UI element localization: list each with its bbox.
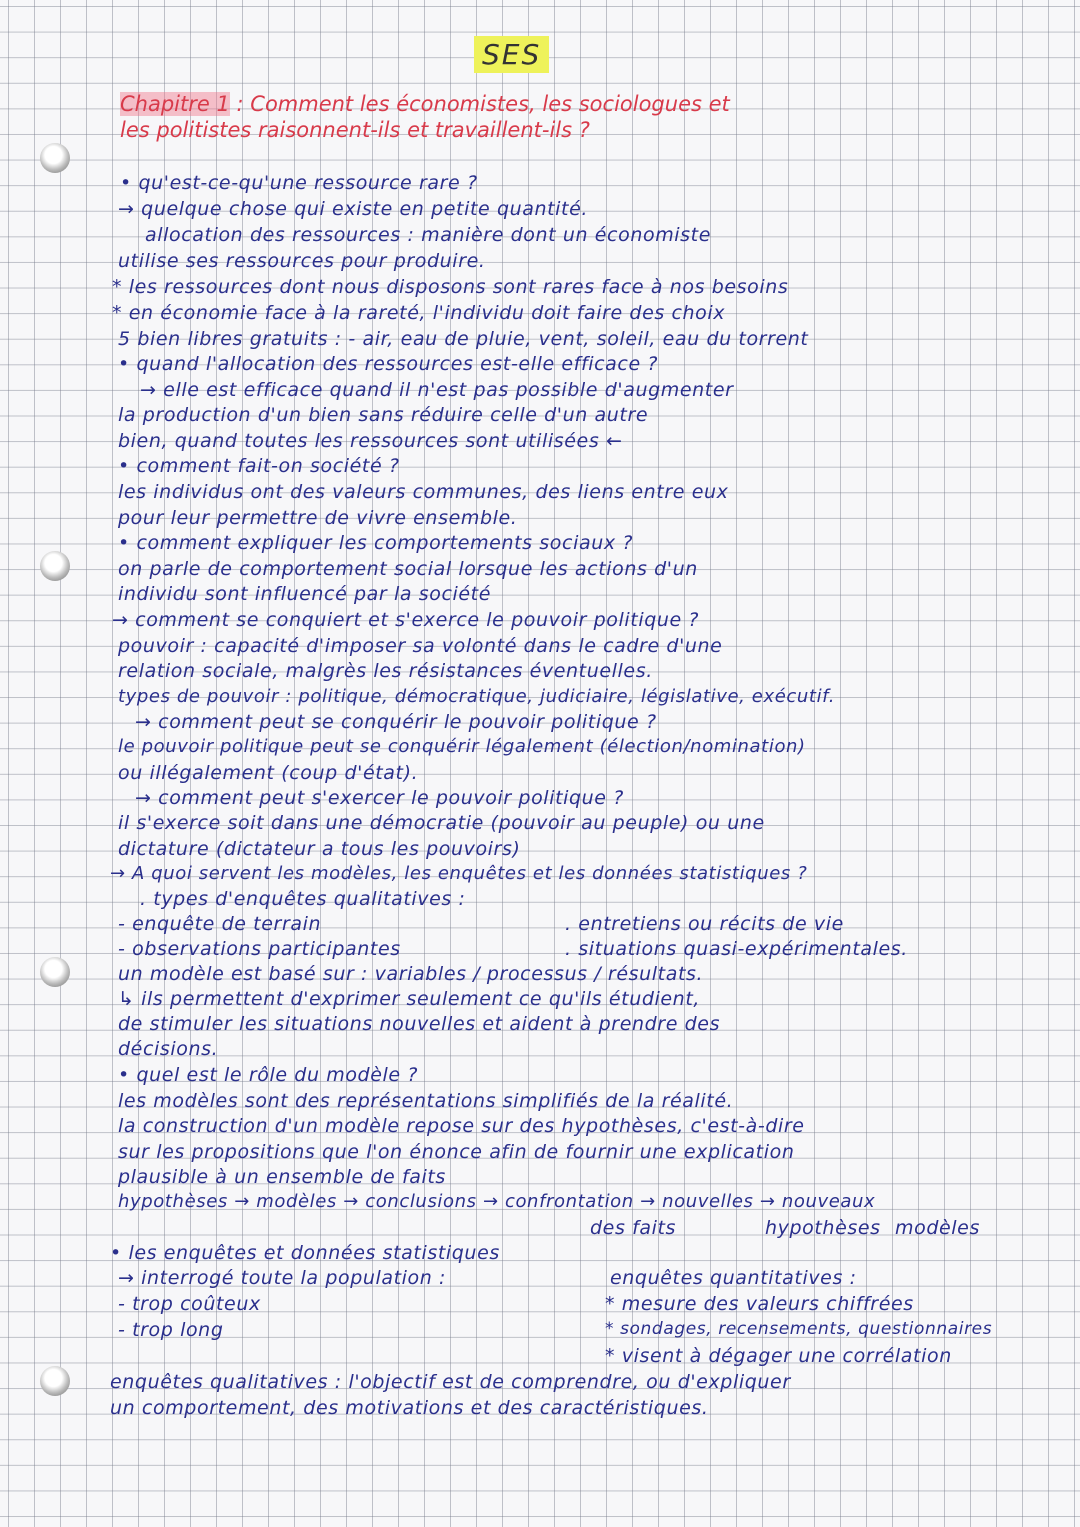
note-line: de stimuler les situations nouvelles et aident à prendre des [118, 1013, 721, 1035]
chapter-heading [120, 92, 730, 116]
note-line: relation sociale, malgrès les résistances éventuelles. [118, 660, 653, 682]
note-line: utilise ses ressources pour produire. [118, 250, 486, 272]
note-line: → elle est efficace quand il n'est pas possible d'augmenter [140, 379, 734, 401]
note-line: ou illégalement (coup d'état). [118, 762, 419, 784]
note-line: → quelque chose qui existe en petite quantité. [118, 198, 589, 220]
note-line: les individus ont des valeurs communes, des liens entre eux [118, 481, 729, 503]
note-line: décisions. [118, 1038, 219, 1060]
note-line: plausible à un ensemble de faits [118, 1166, 446, 1188]
note-line: . entretiens ou récits de vie [565, 913, 844, 935]
note-line: enquêtes quantitatives : [610, 1267, 857, 1289]
note-line: 5 bien libres gratuits : - air, eau de pluie, vent, soleil, eau du torrent [118, 328, 809, 350]
note-line: hypothèses → modèles → conclusions → confrontation → nouvelles → nouveaux [118, 1191, 876, 1212]
note-line: - trop long [118, 1319, 224, 1341]
chapter-title-line2: les politistes raisonnent-ils et travaillent-ils ? [120, 118, 590, 142]
binder-hole [40, 1366, 70, 1396]
note-line: → A quoi servent les modèles, les enquêtes et les données statistiques ? [110, 863, 808, 884]
note-line: des faits [590, 1217, 677, 1239]
note-line: pouvoir : capacité d'imposer sa volonté dans le cadre d'une [118, 635, 723, 657]
chapter-label: Chapitre 1 [120, 92, 230, 116]
note-line: les modèles sont des représentations simplifiés de la réalité. [118, 1090, 734, 1112]
note-line: → comment peut se conquérir le pouvoir politique ? [135, 711, 657, 733]
note-line: la construction d'un modèle repose sur des hypothèses, c'est-à-dire [118, 1115, 805, 1137]
note-line: . types d'enquêtes qualitatives : [140, 888, 466, 910]
note-line: la production d'un bien sans réduire celle d'un autre [118, 404, 649, 426]
note-line: → interrogé toute la population : [118, 1267, 447, 1289]
note-line: → comment se conquiert et s'exerce le pouvoir politique ? [112, 609, 700, 631]
note-line: * en économie face à la rareté, l'individu doit faire des choix [112, 302, 726, 324]
note-line: . situations quasi-expérimentales. [565, 938, 908, 960]
note-line: un modèle est basé sur : variables / processus / résultats. [118, 963, 704, 985]
note-line: • comment expliquer les comportements sociaux ? [118, 532, 634, 554]
note-line: allocation des ressources : manière dont un économiste [145, 224, 712, 246]
note-line: un comportement, des motivations et des caractéristiques. [110, 1397, 709, 1419]
note-line: * mesure des valeurs chiffrées [605, 1293, 914, 1315]
note-line: • quel est le rôle du modèle ? [118, 1064, 419, 1086]
note-line: le pouvoir politique peut se conquérir légalement (élection/nomination) [118, 736, 806, 757]
note-line: modèles [895, 1217, 980, 1239]
page-title: SES [474, 36, 549, 73]
note-line: bien, quand toutes les ressources sont utilisées ← [118, 430, 623, 452]
note-line: - enquête de terrain [118, 913, 322, 935]
note-line: - trop coûteux [118, 1293, 261, 1315]
note-line: pour leur permettre de vivre ensemble. [118, 507, 518, 529]
note-line: on parle de comportement social lorsque les actions d'un [118, 558, 698, 580]
chapter-title-line1: : Comment les économistes, les sociologues et [236, 92, 730, 116]
binder-hole [40, 957, 70, 987]
note-line: hypothèses [765, 1217, 881, 1239]
note-line: ↳ ils permettent d'exprimer seulement ce qu'ils étudient, [118, 988, 701, 1010]
note-line: • comment fait-on société ? [118, 455, 400, 477]
note-line: * sondages, recensements, questionnaires [605, 1319, 993, 1339]
note-line: il s'exerce soit dans une démocratie (pouvoir au peuple) ou une [118, 812, 765, 834]
note-line: dictature (dictateur a tous les pouvoirs) [118, 838, 521, 860]
note-line: • les enquêtes et données statistiques [110, 1242, 500, 1264]
note-line: types de pouvoir : politique, démocratique, judiciaire, législative, exécutif. [118, 686, 836, 707]
note-line: enquêtes qualitatives : l'objectif est de comprendre, ou d'expliquer [110, 1371, 791, 1393]
binder-hole [40, 143, 70, 173]
note-line: * visent à dégager une corrélation [605, 1345, 952, 1367]
note-line: individu sont influencé par la société [118, 583, 492, 605]
note-line: • qu'est-ce-qu'une ressource rare ? [120, 172, 478, 194]
note-line: sur les propositions que l'on énonce afin de fournir une explication [118, 1141, 795, 1163]
note-line: - observations participantes [118, 938, 401, 960]
note-line: • quand l'allocation des ressources est-elle efficace ? [118, 353, 659, 375]
note-line: * les ressources dont nous disposons sont rares face à nos besoins [112, 276, 789, 298]
binder-hole [40, 551, 70, 581]
note-line: → comment peut s'exercer le pouvoir politique ? [135, 787, 624, 809]
